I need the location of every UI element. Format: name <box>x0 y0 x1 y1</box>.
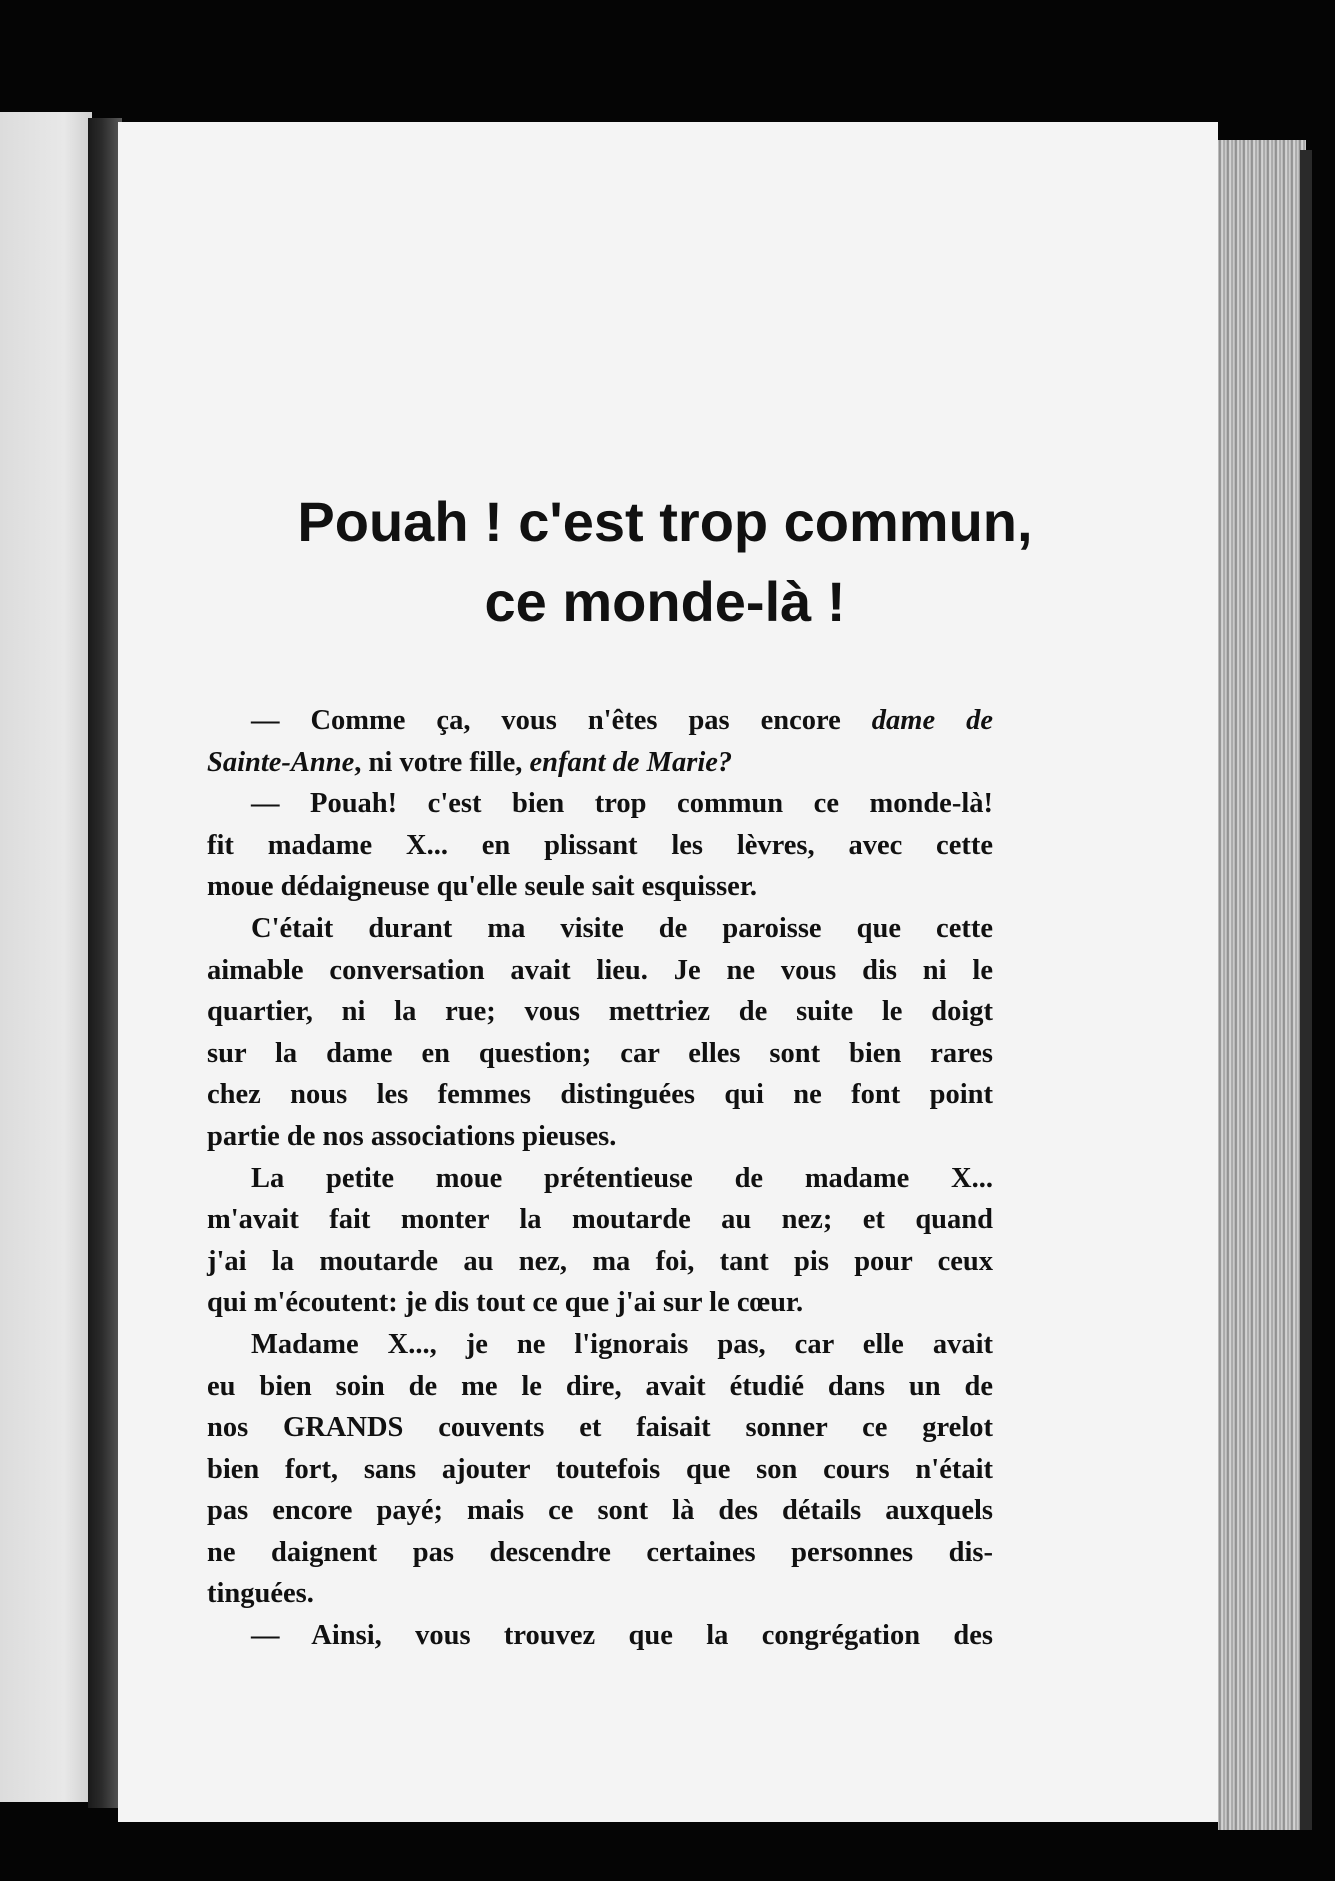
text-line: fit madame X... en plissant les lèvres, avec cette <box>207 829 993 861</box>
text-line: ne daignent pas descendre certaines personnes dis- <box>207 1536 993 1568</box>
text-line: pas encore payé; mais ce sont là des détails auxquels <box>207 1495 993 1527</box>
text-line: C'était durant ma visite de paroisse que cette <box>251 912 993 944</box>
text-line: — Ainsi, vous trouvez que la congrégation des <box>251 1620 993 1652</box>
page-edge-shadow <box>1300 150 1312 1830</box>
text-line: moue dédaigneuse qu'elle seule sait esquisser. <box>207 871 757 903</box>
text-run: , ni votre fille, <box>354 746 530 778</box>
text-line: chez nous les femmes distinguées qui ne font point <box>207 1079 993 1111</box>
page-fore-edge <box>1218 140 1306 1830</box>
text-line: j'ai la moutarde au nez, ma foi, tant pis pour ceux <box>207 1245 993 1277</box>
text-line: qui m'écoutent: je dis tout ce que j'ai sur le cœur. <box>207 1287 804 1319</box>
italic-run: Sainte-Anne <box>207 746 355 778</box>
text-line: Madame X..., je ne l'ignorais pas, car elle avait <box>251 1328 993 1360</box>
chapter-title-line-2: ce monde-là ! <box>484 570 846 633</box>
text-line: — Pouah! c'est bien trop commun ce monde-là! <box>251 788 993 820</box>
text-line: nos GRANDS couvents et faisait sonner ce grelot <box>207 1412 993 1444</box>
text-run: — Comme ça, vous n'êtes pas encore <box>251 705 872 736</box>
text-line: La petite moue prétentieuse de madame X... <box>251 1162 993 1194</box>
text-line: aimable conversation avait lieu. Je ne vous dis ni le <box>207 954 993 986</box>
chapter-title-line-1: Pouah ! c'est trop commun, <box>297 490 1033 553</box>
italic-run: dame de <box>871 705 993 736</box>
book-gutter <box>88 118 122 1808</box>
text-line <box>207 742 993 784</box>
facing-page-edge <box>0 112 92 1802</box>
text-line <box>207 700 993 742</box>
body-text <box>207 700 993 1657</box>
italic-run: enfant de Marie? <box>529 746 733 778</box>
text-line: m'avait fait monter la moutarde au nez; et quand <box>207 1204 993 1236</box>
text-line: partie de nos associations pieuses. <box>207 1120 617 1152</box>
chapter-title <box>140 482 1190 642</box>
text-line: tinguées. <box>207 1578 314 1610</box>
text-line: bien fort, sans ajouter toutefois que son cours n'était <box>207 1453 993 1485</box>
text-line: sur la dame en question; car elles sont bien rares <box>207 1037 993 1069</box>
text-line: eu bien soin de me le dire, avait étudié dans un de <box>207 1370 993 1402</box>
text-line: quartier, ni la rue; vous mettriez de suite le doigt <box>207 996 993 1028</box>
